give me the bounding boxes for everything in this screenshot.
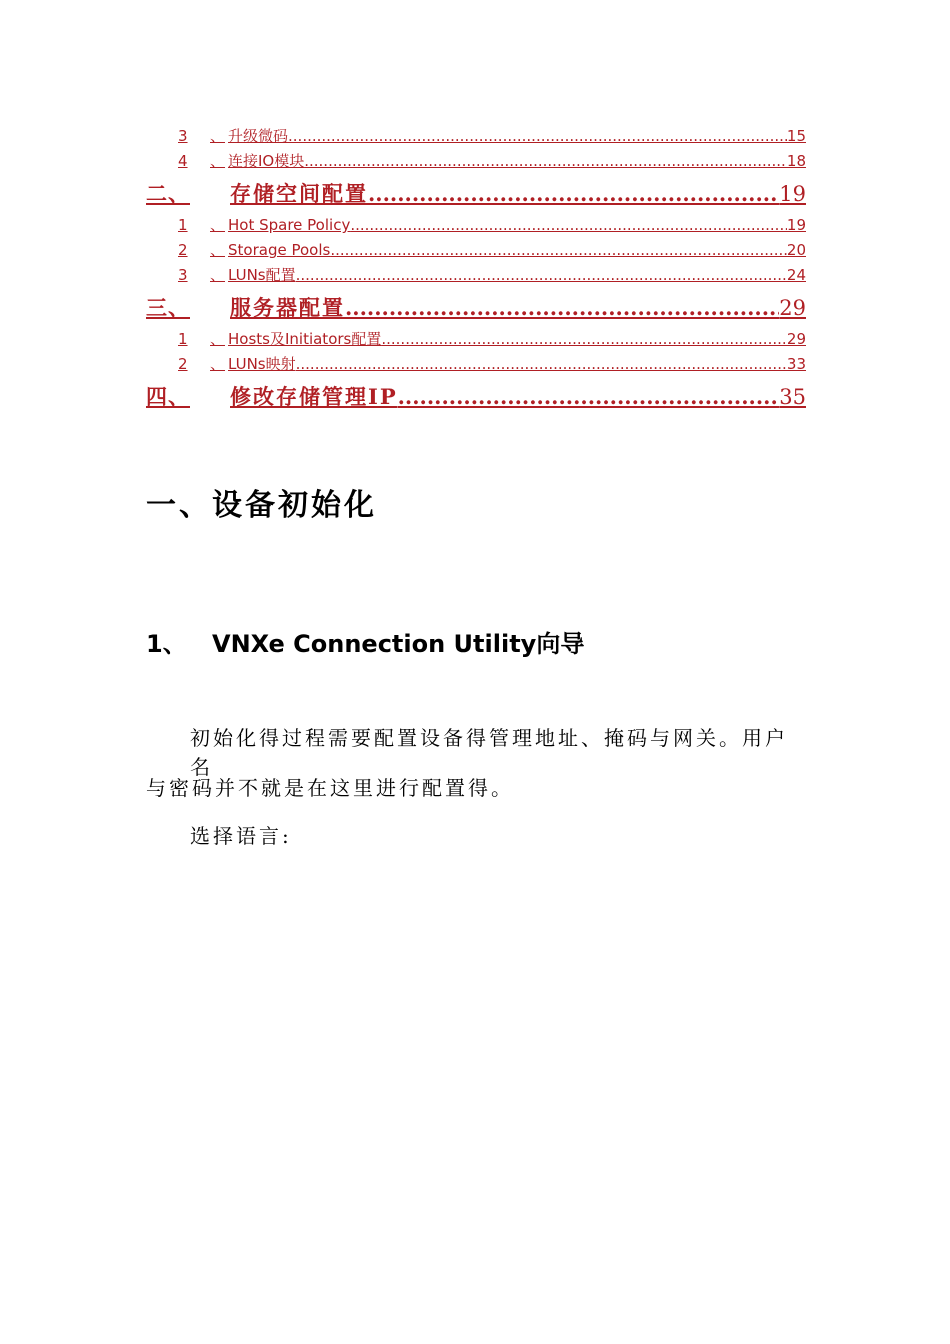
toc-entry-title: LUNs映射 [228, 355, 296, 373]
toc-chapter-number: 三、 [146, 295, 190, 320]
toc-dot-leader [330, 238, 787, 263]
toc-chapter-modify-management-ip[interactable] [146, 378, 806, 416]
toc-chapter-title: 存储空间配置 [230, 181, 368, 206]
table-of-contents [146, 124, 806, 416]
toc-entry-number: 1 [178, 216, 188, 234]
toc-dot-leader [304, 149, 787, 174]
toc-chapter-page: 19 [779, 182, 806, 206]
toc-entry-number: 1 [178, 330, 188, 348]
toc-entry-separator: 、 [210, 241, 226, 259]
toc-entry-number: 2 [178, 241, 188, 259]
toc-dot-leader [381, 327, 787, 352]
toc-entry-number: 2 [178, 355, 188, 373]
toc-entry-separator: 、 [210, 152, 226, 170]
section-heading [146, 624, 584, 659]
toc-entry-page: 15 [786, 127, 806, 145]
toc-dot-leader [296, 352, 787, 377]
toc-entry-page: 24 [786, 266, 806, 284]
toc-entry-page: 33 [786, 355, 806, 373]
toc-entry-separator: 、 [210, 216, 226, 234]
toc-chapter-number: 二、 [146, 181, 190, 206]
section-heading-number: 1、 [146, 630, 187, 658]
toc-entry-title: 升级微码 [228, 127, 289, 145]
toc-dot-leader [350, 213, 787, 238]
toc-dot-leader [398, 378, 780, 416]
toc-entry-separator: 、 [210, 266, 226, 284]
toc-entry-separator: 、 [210, 355, 226, 373]
toc-entry-luns-mapping[interactable] [146, 352, 806, 377]
toc-dot-leader [345, 289, 779, 327]
toc-dot-leader [288, 124, 787, 149]
toc-chapter-title: 修改存储管理IP [230, 384, 398, 409]
toc-entry-page: 18 [786, 152, 806, 170]
toc-dot-leader [368, 175, 779, 213]
toc-entry-page: 20 [786, 241, 806, 259]
body-paragraph-select-language: 选择语言: [190, 824, 292, 848]
toc-chapter-storage-config[interactable] [146, 175, 806, 213]
toc-chapter-title: 服务器配置 [230, 295, 345, 320]
toc-chapter-number: 四、 [146, 384, 190, 409]
chapter-heading: 一、设备初始化 [146, 488, 377, 523]
toc-entry-page: 29 [786, 330, 806, 348]
toc-chapter-page: 35 [779, 385, 806, 409]
toc-entry-title: Storage Pools [228, 241, 331, 259]
body-paragraph-line-2: 与密码并不就是在这里进行配置得。 [146, 776, 514, 800]
toc-entry-separator: 、 [210, 127, 226, 145]
toc-chapter-page: 29 [779, 296, 806, 320]
toc-entry-upgrade-firmware[interactable] [146, 124, 806, 149]
toc-chapter-server-config[interactable] [146, 289, 806, 327]
toc-entry-hosts-initiators[interactable] [146, 327, 806, 352]
toc-entry-number: 4 [178, 152, 188, 170]
toc-entry-storage-pools[interactable] [146, 238, 806, 263]
body-paragraph-line-1: 初始化得过程需要配置设备得管理地址、掩码与网关。用户名 [190, 726, 788, 779]
toc-entry-number: 3 [178, 266, 188, 284]
toc-entry-title: 连接IO模块 [228, 152, 305, 170]
section-heading-title: VNXe Connection Utility向导 [212, 630, 585, 658]
toc-entry-luns-config[interactable] [146, 263, 806, 288]
toc-entry-hot-spare-policy[interactable] [146, 213, 806, 238]
toc-dot-leader [296, 263, 787, 288]
toc-entry-connect-io-module[interactable] [146, 149, 806, 174]
toc-entry-title: Hosts及Initiators配置 [228, 330, 382, 348]
toc-entry-separator: 、 [210, 330, 226, 348]
toc-entry-page: 19 [786, 216, 806, 234]
toc-entry-number: 3 [178, 127, 188, 145]
toc-entry-title: LUNs配置 [228, 266, 296, 284]
toc-entry-title: Hot Spare Policy [228, 216, 351, 234]
